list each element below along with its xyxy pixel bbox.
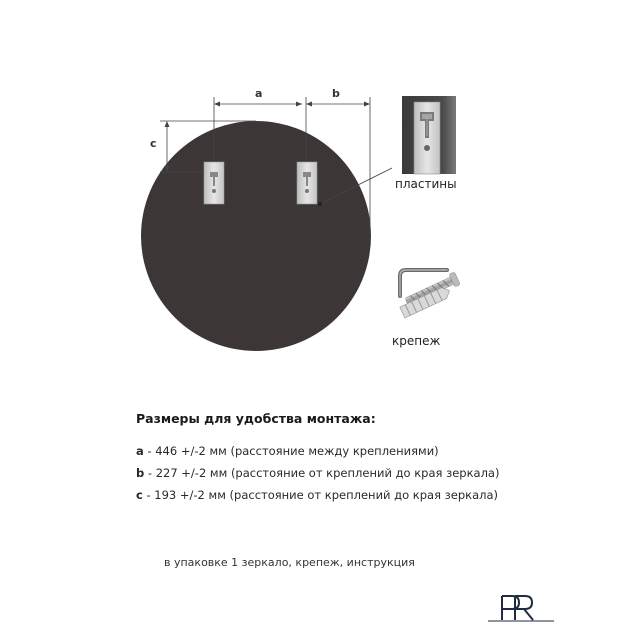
spec-key-b: b — [136, 466, 145, 480]
mounting-dimensions-heading: Размеры для удобства монтажа: — [136, 411, 376, 426]
mounting-plate-right — [297, 162, 317, 204]
spec-text-c: - 193 +/-2 мм (расстояние от креплений до края зеркала) — [142, 488, 499, 502]
round-mirror — [141, 121, 371, 351]
dimension-b-label: b — [332, 87, 340, 100]
pr-monogram-logo — [488, 592, 554, 626]
spec-line-a — [136, 444, 439, 458]
spec-key-c: c — [136, 488, 143, 502]
spec-line-b — [136, 466, 499, 480]
mounting-plate-left — [204, 162, 224, 204]
package-contents-note: в упаковке 1 зеркало, крепеж, инструкция — [164, 556, 415, 569]
plates-label: пластины — [395, 177, 457, 191]
fasteners-icon — [400, 270, 461, 318]
fasteners-label: крепеж — [392, 334, 441, 348]
spec-key-a: a — [136, 444, 144, 458]
plate-detail-inset — [402, 96, 456, 174]
spec-text-a: - 446 +/-2 мм (расстояние между креплениями) — [143, 444, 439, 458]
spec-line-c — [136, 488, 498, 502]
dimension-a-label: a — [255, 87, 263, 100]
spec-text-b: - 227 +/-2 мм (расстояние от креплений до края зеркала) — [144, 466, 500, 480]
dimension-c-label: c — [150, 137, 157, 150]
